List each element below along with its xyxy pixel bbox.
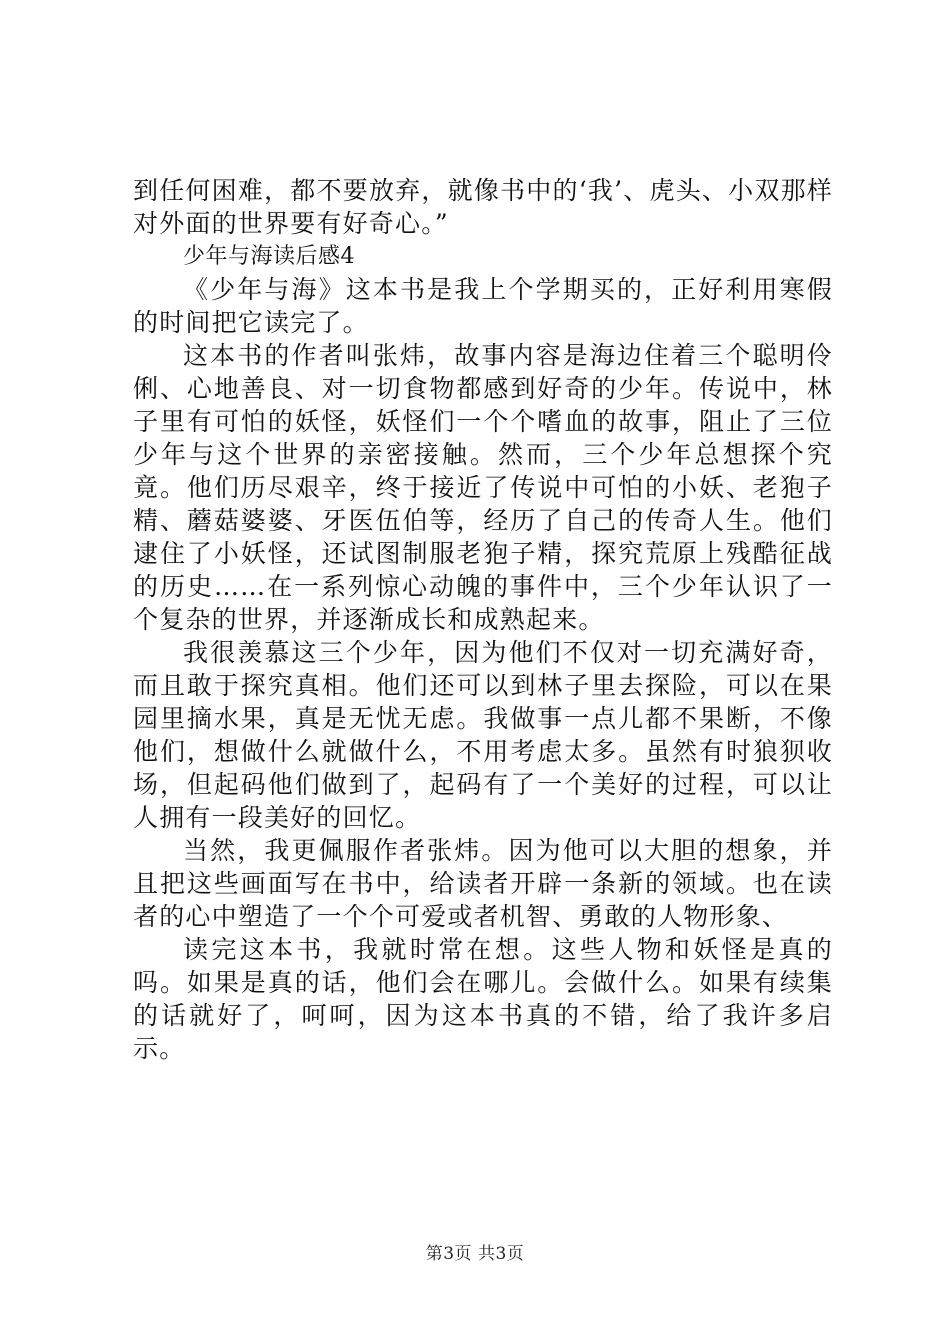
- paragraph-continuation: 到任何困难，都不要放弃，就像书中的‘我’、虎头、小双那样对外面的世界要有好奇心。”: [133, 176, 833, 238]
- page-number-footer: 第3页 共3页: [425, 1244, 525, 1264]
- paragraph-envy: 我很羡慕这三个少年，因为他们不仅对一切充满好奇，而且敢于探究真相。他们还可以到林子里去探险，可以在果园里摘水果，真是无忧无虑。我做事一点儿都不果断，不像他们，想做什么就做什么，不用考虑太多。虽然有时狼狈收场，但起码他们做到了，起码有了一个美好的过程，可以让人拥有一段美好的回忆。: [133, 638, 833, 832]
- paragraph-intro: 《少年与海》这本书是我上个学期买的，正好利用寒假的时间把它读完了。: [133, 275, 833, 337]
- paragraph-story-summary: 这本书的作者叫张炜，故事内容是海边住着三个聪明伶俐、心地善良、对一切食物都感到好奇的少年。传说中，林子里有可怕的妖怪，妖怪们一个个嗜血的故事，阻止了三位少年与这个世界的亲密接触。然而，三个少年总想探个究竟。他们历尽艰辛，终于接近了传说中可怕的小妖、老狍子精、蘑菇婆婆、牙医伍伯等，经历了自己的传奇人生。他们逮住了小妖怪，还试图制服老狍子精，探究荒原上残酷征战的历史……在一系列惊心动魄的事件中，三个少年认识了一个复杂的世界，并逐渐成长和成熟起来。: [133, 341, 833, 634]
- paragraph-admiration: 当然，我更佩服作者张炜。因为他可以大胆的想象，并且把这些画面写在书中，给读者开辟一条新的领域。也在读者的心中塑造了一个个可爱或者机智、勇敢的人物形象、: [133, 836, 833, 931]
- section-heading: 少年与海读后感4: [183, 244, 355, 269]
- document-body: [133, 174, 833, 1065]
- paragraph-reflection: 读完这本书，我就时常在想。这些人物和妖怪是真的吗。如果是真的话，他们会在哪儿。会做什么。如果有续集的话就好了，呵呵，因为这本书真的不错，给了我许多启示。: [133, 935, 833, 1063]
